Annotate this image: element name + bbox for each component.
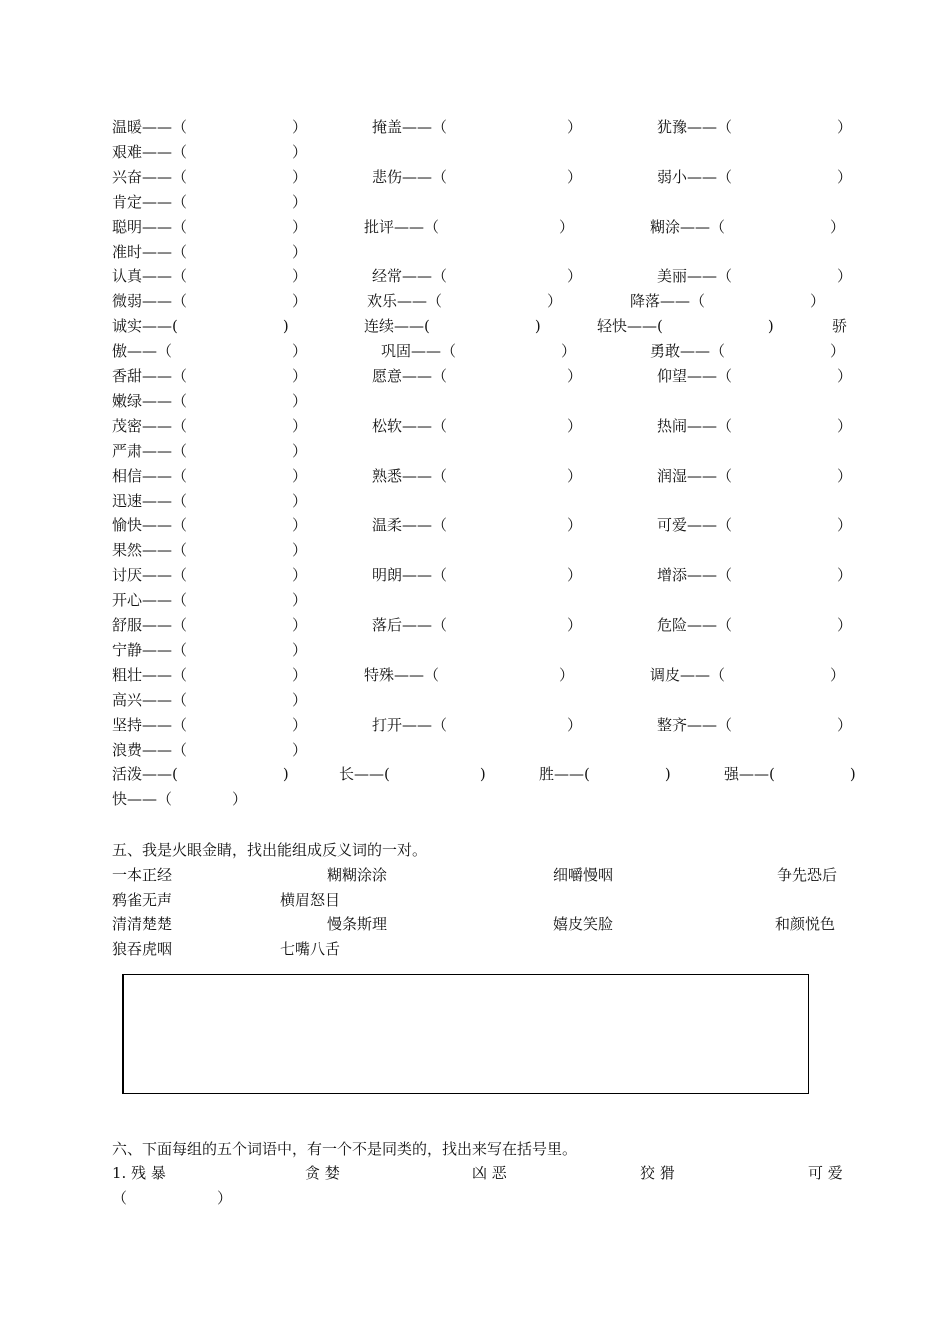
antonym-item[interactable]: 增添——（ ）: [657, 566, 853, 585]
antonym-row: [0, 539, 950, 561]
word-item: 凶 恶: [472, 1164, 507, 1182]
antonym-item[interactable]: 开心——（ ）: [112, 591, 308, 610]
antonym-row: [0, 141, 950, 163]
antonym-item[interactable]: 巩固——（ ）: [381, 342, 577, 361]
word-item: 贪 婪: [305, 1164, 340, 1182]
antonym-row: [0, 415, 950, 437]
idiom-item: 细嚼慢咽: [553, 866, 614, 884]
antonym-item[interactable]: 果然——（ ）: [112, 541, 308, 560]
antonym-item[interactable]: 批评——（ ）: [364, 217, 575, 236]
antonym-item[interactable]: 肯定——（ ）: [112, 192, 308, 211]
antonym-item[interactable]: 润湿——（ ）: [657, 466, 853, 485]
antonym-row: [0, 265, 950, 287]
antonym-item[interactable]: 松软——（ ）: [372, 416, 583, 435]
word-item: 可 爱: [808, 1164, 843, 1182]
antonym-item[interactable]: 高兴——（ ）: [112, 690, 308, 709]
antonym-item[interactable]: 认真——（ ）: [112, 267, 308, 286]
antonym-item[interactable]: 温柔——（ ）: [372, 516, 583, 535]
antonym-row: [0, 166, 950, 188]
antonym-item[interactable]: 悲伤——（ ）: [372, 167, 583, 186]
antonym-item[interactable]: 美丽——（ ）: [657, 267, 853, 286]
antonym-item[interactable]: 艰难——（ ）: [112, 142, 308, 161]
antonym-item[interactable]: 茂密——（ ）: [112, 416, 308, 435]
antonym-row: [0, 664, 950, 686]
antonym-item[interactable]: 胜——( ): [539, 765, 671, 784]
antonym-item[interactable]: 危险——（ ）: [657, 616, 853, 634]
antonym-row: [0, 639, 950, 661]
antonym-item[interactable]: 愿意——（ ）: [372, 367, 583, 385]
antonym-item[interactable]: 快——（ ）: [112, 790, 248, 809]
antonym-item[interactable]: 聪明——（ ）: [112, 217, 308, 236]
idiom-item: 嬉皮笑脸: [553, 915, 614, 933]
antonym-row: [0, 315, 950, 337]
antonym-item[interactable]: 轻快——( ): [597, 317, 774, 336]
antonym-item[interactable]: 勇敢——（ ）: [650, 342, 846, 361]
antonym-row: [0, 689, 950, 711]
antonym-row: [0, 365, 950, 387]
antonym-item[interactable]: 相信——（ ）: [112, 466, 308, 485]
antonym-item[interactable]: 骄: [832, 317, 848, 336]
answer-parentheses[interactable]: （ ）: [112, 1189, 233, 1207]
antonym-item[interactable]: 仰望——（ ）: [657, 367, 853, 385]
antonym-item[interactable]: 明朗——（ ）: [372, 566, 583, 585]
antonym-item[interactable]: 傲——（ ）: [112, 342, 308, 361]
idiom-item: 和颜悦色: [775, 915, 836, 933]
antonym-item[interactable]: 宁静——（ ）: [112, 640, 308, 659]
antonym-item[interactable]: 活泼——( ): [112, 765, 289, 784]
antonym-item[interactable]: 降落——（ ）: [630, 292, 826, 311]
antonym-item[interactable]: 熟悉——（ ）: [372, 466, 583, 485]
section5-title: 五、我是火眼金睛，找出能组成反义词的一对。: [112, 841, 428, 859]
antonym-row: [0, 788, 950, 810]
antonym-item[interactable]: 温暖——（ ）: [112, 118, 308, 136]
idiom-item: 慢条斯理: [327, 915, 388, 933]
antonym-item[interactable]: 打开——（ ）: [372, 715, 583, 734]
idiom-item: 横眉怒目: [280, 891, 341, 909]
antonym-item[interactable]: 长——( ): [339, 765, 486, 784]
antonym-row: [0, 440, 950, 462]
antonym-item[interactable]: 准时——（ ）: [112, 242, 308, 261]
antonym-row: [0, 390, 950, 412]
antonym-item[interactable]: 粗壮——（ ）: [112, 665, 308, 684]
antonym-row: [0, 216, 950, 238]
antonym-row: [0, 564, 950, 586]
antonym-item[interactable]: 愉快——（ ）: [112, 516, 308, 535]
antonym-item[interactable]: 连续——( ): [364, 317, 541, 336]
antonym-row: [0, 465, 950, 487]
antonym-item[interactable]: 落后——（ ）: [372, 616, 583, 634]
antonym-item[interactable]: 强——( ): [724, 765, 856, 784]
antonym-item[interactable]: 特殊——（ ）: [364, 665, 575, 684]
antonym-row: [0, 714, 950, 736]
idiom-item: 七嘴八舌: [280, 940, 341, 958]
antonym-row: [0, 191, 950, 213]
antonym-item[interactable]: 迅速——（ ）: [112, 491, 308, 510]
antonym-item[interactable]: 掩盖——（ ）: [372, 118, 583, 136]
antonym-item[interactable]: 犹豫——（ ）: [657, 118, 853, 136]
antonym-row: [0, 241, 950, 263]
antonym-item[interactable]: 舒服——（ ）: [112, 616, 308, 634]
antonym-item[interactable]: 热闹——（ ）: [657, 416, 853, 435]
idiom-item: 争先恐后: [777, 866, 838, 884]
antonym-row: [0, 739, 950, 761]
idiom-item: 糊糊涂涂: [327, 866, 388, 884]
antonym-item[interactable]: 调皮——（ ）: [650, 665, 846, 684]
word-item: 1. 残 暴: [112, 1164, 166, 1182]
antonym-row: [0, 490, 950, 512]
idiom-item: 狼吞虎咽: [112, 940, 173, 958]
antonym-row: [0, 589, 950, 611]
antonym-item[interactable]: 讨厌——（ ）: [112, 566, 308, 585]
antonym-row: [0, 290, 950, 312]
idiom-item: 鸦雀无声: [112, 891, 173, 909]
antonym-row: [0, 514, 950, 536]
antonym-item[interactable]: 嫩绿——（ ）: [112, 391, 308, 410]
antonym-item[interactable]: 欢乐——（ ）: [367, 292, 563, 311]
idiom-item: 一本正经: [112, 866, 173, 884]
antonym-item[interactable]: 糊涂——（ ）: [650, 217, 846, 236]
section6-title: 六、下面每组的五个词语中，有一个不是同类的，找出来写在括号里。: [112, 1140, 578, 1158]
antonym-row: [0, 614, 950, 636]
antonym-item[interactable]: 坚持——（ ）: [112, 715, 308, 734]
antonym-item[interactable]: 整齐——（ ）: [657, 715, 853, 734]
antonym-item[interactable]: 经常——（ ）: [372, 267, 583, 286]
antonym-item[interactable]: 严肃——（ ）: [112, 441, 308, 460]
antonym-row: [0, 763, 950, 785]
antonym-item[interactable]: 弱小——（ ）: [657, 167, 853, 186]
answer-box[interactable]: [122, 974, 809, 1094]
antonym-item[interactable]: 兴奋——（ ）: [112, 167, 308, 186]
antonym-item[interactable]: 香甜——（ ）: [112, 367, 308, 385]
antonym-item[interactable]: 浪费——（ ）: [112, 740, 308, 759]
word-item: 狡 猾: [640, 1164, 675, 1182]
antonym-item[interactable]: 可爱——（ ）: [657, 516, 853, 535]
antonym-row: [0, 340, 950, 362]
antonym-item[interactable]: 诚实——( ): [112, 317, 289, 336]
idiom-item: 清清楚楚: [112, 915, 173, 933]
antonym-item[interactable]: 微弱——（ ）: [112, 292, 308, 311]
antonym-row: [0, 116, 950, 138]
